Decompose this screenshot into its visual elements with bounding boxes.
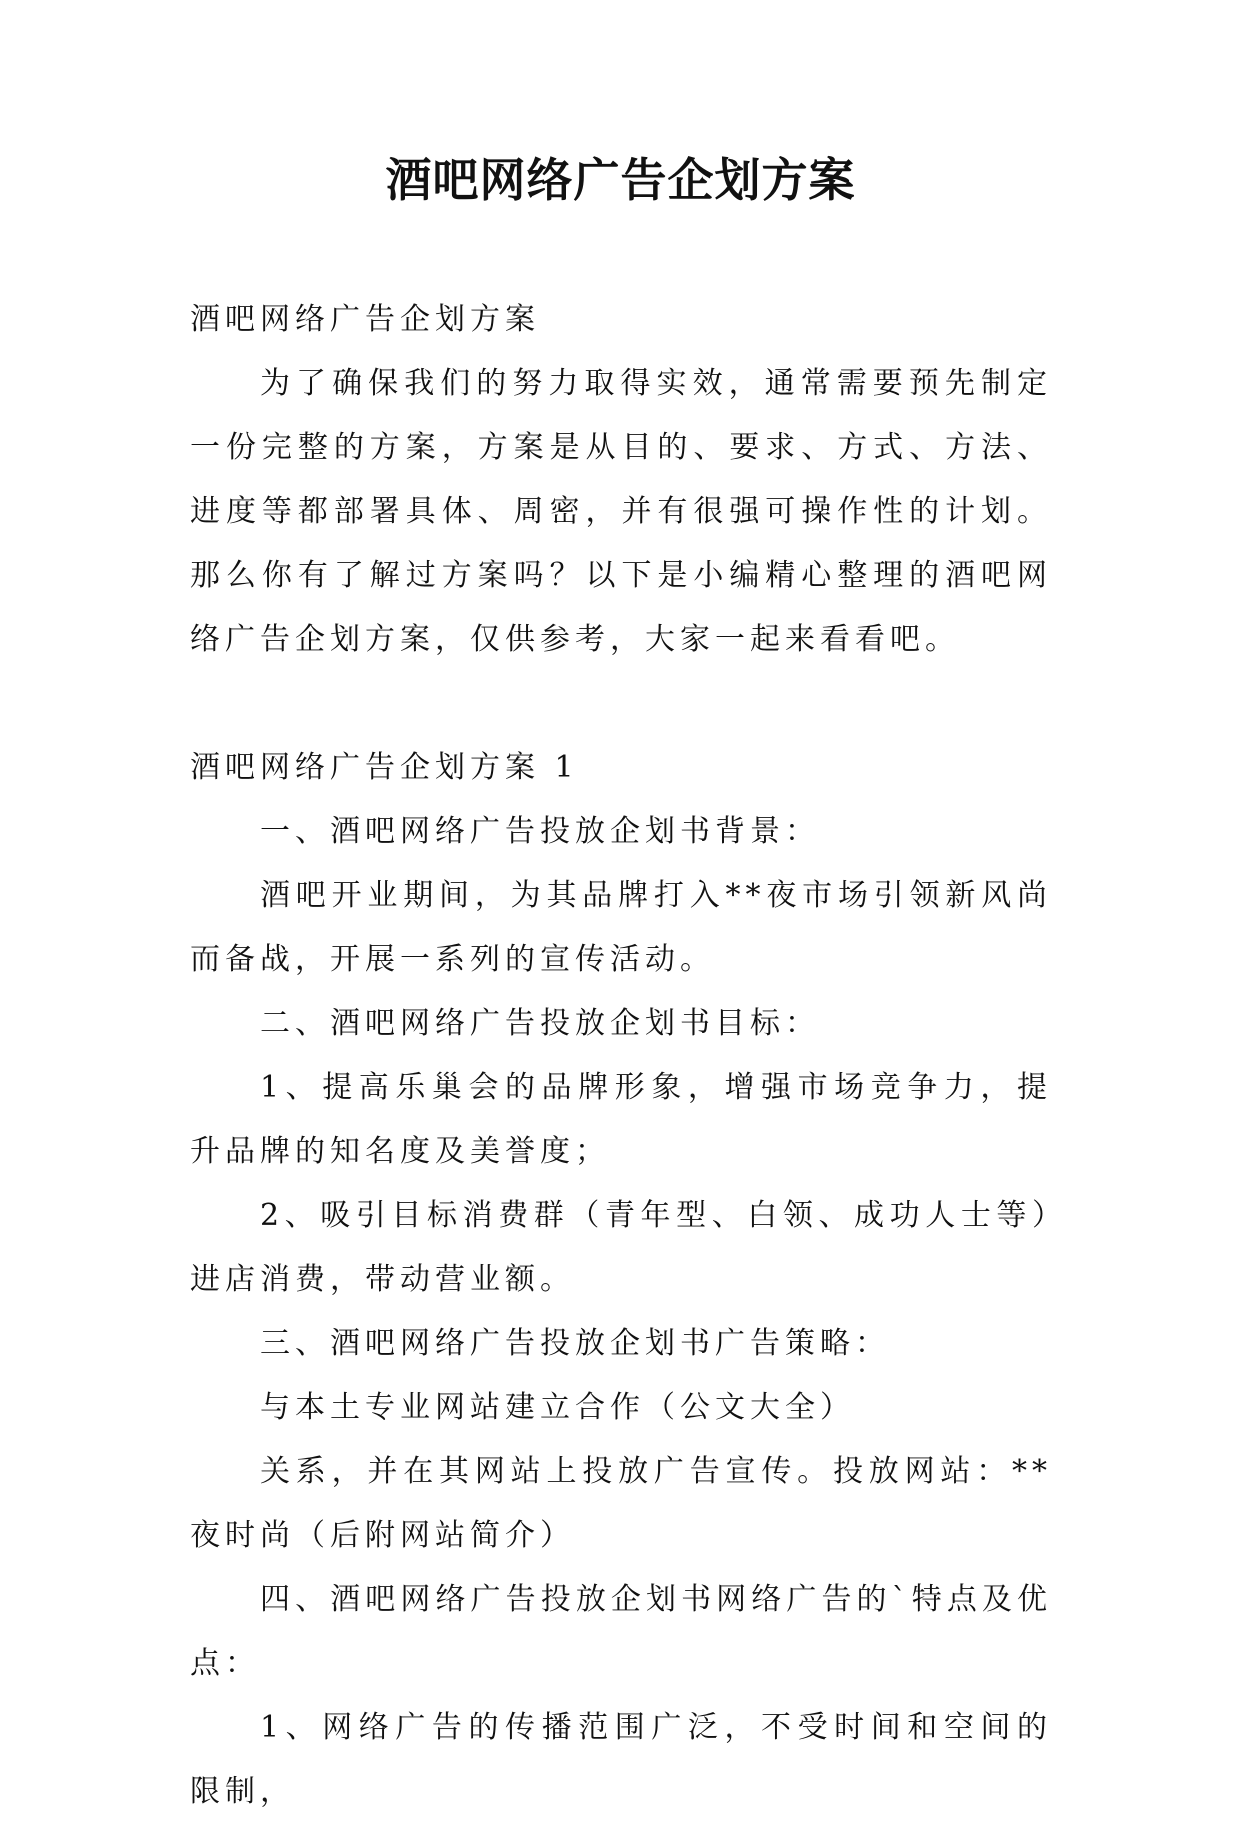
- paragraph: 二、酒吧网络广告投放企划书目标：: [260, 1006, 820, 1041]
- paragraph: 1、网络广告的传播范围广泛，不受时间和空间的限制，: [190, 1710, 1052, 1809]
- paragraph: 三、酒吧网络广告投放企划书广告策略：: [260, 1326, 890, 1361]
- paragraph: 关系，并在其网站上投放广告宣传。投放网站：**夜时尚（后附网站简介）: [190, 1454, 1052, 1553]
- document-body: [190, 288, 1052, 1824]
- paragraph: 1、提高乐巢会的品牌形象，增强市场竞争力，提升品牌的知名度及美誉度；: [190, 1070, 1052, 1169]
- paragraph: 酒吧开业期间，为其品牌打入**夜市场引领新风尚而备战，开展一系列的宣传活动。: [190, 878, 1052, 977]
- document-title: 酒吧网络广告企划方案: [385, 153, 856, 207]
- paragraph: 一、酒吧网络广告投放企划书背景：: [260, 814, 820, 849]
- paragraph: 酒吧网络广告企划方案 1: [190, 750, 579, 785]
- paragraph: 2、吸引目标消费群（青年型、白领、成功人士等）进店消费，带动营业额。: [190, 1198, 1052, 1297]
- paragraph-gap: [190, 672, 1052, 736]
- paragraph: 与本土专业网站建立合作（公文大全）: [260, 1390, 855, 1425]
- intro-heading: 酒吧网络广告企划方案: [190, 302, 540, 337]
- paragraph: 四、酒吧网络广告投放企划书网络广告的`特点及优点：: [190, 1582, 1052, 1681]
- paragraph: 为了确保我们的努力取得实效，通常需要预先制定一份完整的方案，方案是从目的、要求、方式、方法、进度等都部署具体、周密，并有很强可操作性的计划。那么你有了解过方案吗？以下是小编精心整理的酒吧网络广告企划方案，仅供参考，大家一起来看看吧。: [190, 366, 1052, 657]
